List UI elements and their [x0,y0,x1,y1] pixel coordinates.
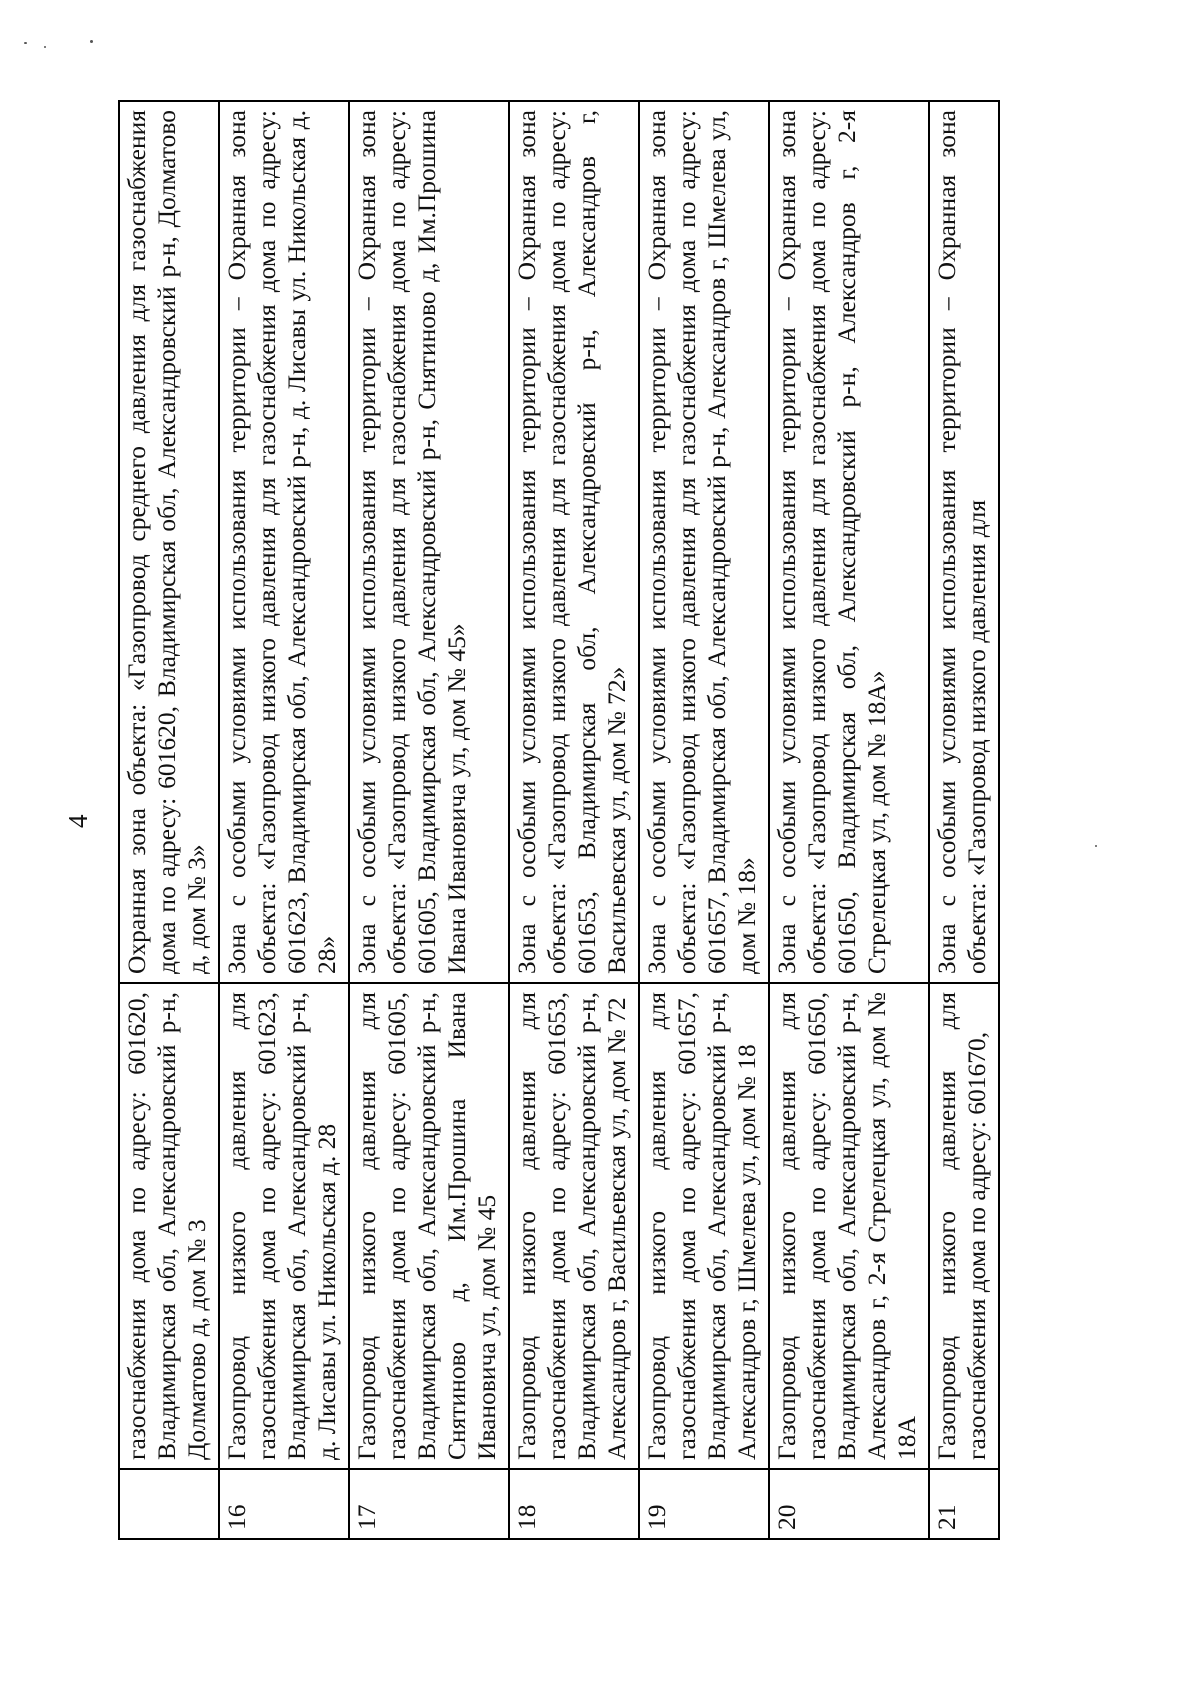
object-description: Газопровод низкого давления для газоснабжения дома по адресу: 601657, Владимирская обл, Александровский р-н, Александров г, Шмелева ул, дом № 18 [639,983,769,1469]
row-number: 19 [639,1469,769,1539]
row-number: 17 [349,1469,509,1539]
scan-speck [24,42,27,44]
zone-description: Зона с особыми условиями использования территории – Охранная зона объекта: «Газопровод низкого давления для газоснабжения дома по адресу: 601605, Владимирская обл, Александровский р-н, Снятиново д, Им.Прошина Ивана Ивановича ул, дом № 45» [349,101,509,983]
row-number [119,1469,219,1539]
zone-description: Зона с особыми условиями использования территории – Охранная зона объекта: «Газопровод низкого давления для газоснабжения дома по адресу: 601657, Владимирская обл, Александровский р-н, Александров г, Шмелева ул, дом № 18» [639,101,769,983]
zone-description: Зона с особыми условиями использования территории – Охранная зона объекта: «Газопровод низкого давления для газоснабжения дома по адресу: 601653, Владимирская обл, Александровский р-н, Александров г, Васильевская ул, дом № 72» [509,101,639,983]
object-description: Газопровод низкого давления для газоснабжения дома по адресу: 601670, [929,983,999,1469]
scan-speck [44,46,46,48]
row-number: 20 [769,1469,929,1539]
object-description: Газопровод низкого давления для газоснабжения дома по адресу: 601605, Владимирская обл, Александровский р-н, Снятиново д, Им.Прошина Ивана Ивановича ул, дом № 45 [349,983,509,1469]
table-row [769,101,929,1539]
zone-description: Зона с особыми условиями использования территории – Охранная зона объекта: «Газопровод низкого давления для газоснабжения дома по адресу: 601623, Владимирская обл, Александровский р-н, д. Лисавы ул. Никольская д. 28» [219,101,349,983]
row-number: 16 [219,1469,349,1539]
rotated-page-content [63,100,1038,1540]
object-description: Газопровод низкого давления для газоснабжения дома по адресу: 601623, Владимирская обл, Александровский р-н, д. Лисавы ул. Никольская д. 28 [219,983,349,1469]
zone-description: Охранная зона объекта: «Газопровод среднего давления для газоснабжения дома по адресу: 601620, Владимирская обл, Александровский р-н, Долматово д, дом № 3» [119,101,219,983]
objects-table [118,100,1000,1540]
scan-speck [90,40,93,43]
zone-description: Зона с особыми условиями использования территории – Охранная зона объекта: «Газопровод низкого давления для [929,101,999,983]
table-row [639,101,769,1539]
table-row [119,101,219,1539]
table-row [219,101,349,1539]
zone-description: Зона с особыми условиями использования территории – Охранная зона объекта: «Газопровод низкого давления для газоснабжения дома по адресу: 601650, Владимирская обл, Александровский р-н, Александров г, 2-я Стрелецкая ул, дом № 18А» [769,101,929,983]
object-description: газоснабжения дома по адресу: 601620, Владимирская обл, Александровский р-н, Долматово д, дом № 3 [119,983,219,1469]
row-number: 21 [929,1469,999,1539]
object-description: Газопровод низкого давления для газоснабжения дома по адресу: 601653, Владимирская обл, Александровский р-н, Александров г, Васильевская ул, дом № 72 [509,983,639,1469]
table-row [349,101,509,1539]
object-description: Газопровод низкого давления для газоснабжения дома по адресу: 601650, Владимирская обл, Александровский р-н, Александров г, 2-я Стрелецкая ул, дом № 18А [769,983,929,1469]
table-row [509,101,639,1539]
table-row [929,101,999,1539]
scan-speck [1095,845,1097,847]
page-number: 4 [63,814,93,828]
row-number: 18 [509,1469,639,1539]
